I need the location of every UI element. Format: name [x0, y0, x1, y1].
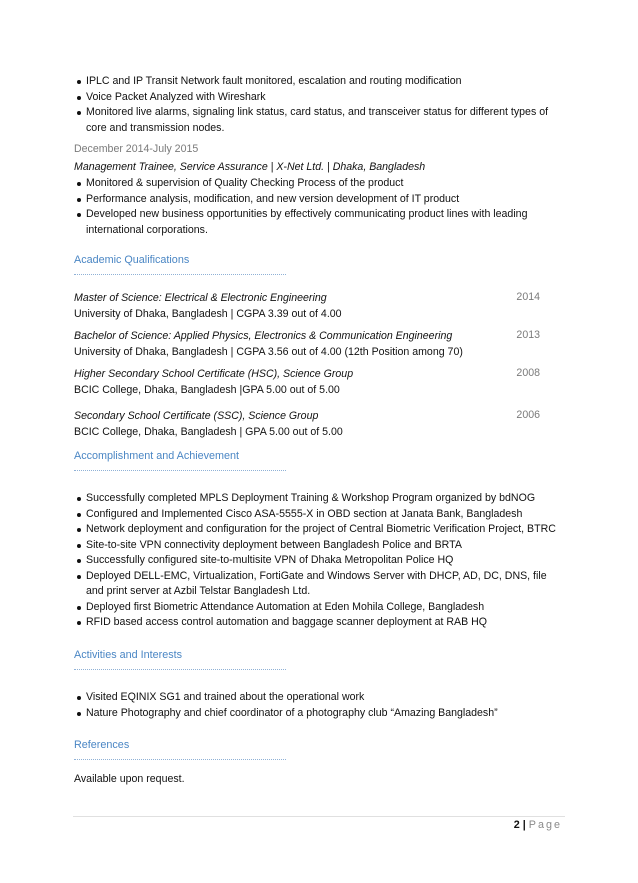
references-text: Available upon request. — [74, 773, 185, 785]
activities-section-header — [74, 648, 286, 670]
dotted-divider — [74, 270, 286, 275]
section-heading: References — [74, 739, 130, 751]
list-item: IPLC and IP Transit Network fault monitored, escalation and routing modification — [74, 74, 554, 90]
list-item: Nature Photography and chief coordinator of a photography club “Amazing Bangladesh” — [74, 706, 564, 722]
list-item: Deployed DELL-EMC, Virtualization, FortiGate and Windows Server with DHCP, AD, DC, DNS, file and print server at Azbil Telstar Bangladesh Ltd. — [74, 569, 564, 600]
footer-divider — [73, 816, 565, 817]
section-heading: Academic Qualifications — [74, 254, 190, 266]
page-number: 2 — [513, 819, 520, 831]
list-item: RFID based access control automation and baggage scanner deployment at RAB HQ — [74, 615, 564, 631]
degree-year: 2013 — [516, 329, 540, 341]
section-heading: Activities and Interests — [74, 649, 183, 661]
dotted-divider — [74, 755, 286, 760]
degree-detail: BCIC College, Dhaka, Bangladesh | GPA 5.00 out of 5.00 — [74, 425, 343, 438]
degree-year: 2008 — [516, 367, 540, 379]
list-item: Network deployment and configuration for the project of Central Biometric Verification Project, BTRC — [74, 522, 564, 538]
list-item: Successfully configured site-to-multisite VPN of Dhaka Metropolitan Police HQ — [74, 553, 564, 569]
dotted-divider — [74, 466, 286, 471]
list-item: Developed new business opportunities by effectively communicating product lines with leading international corporations. — [74, 207, 534, 238]
accomplishment-bullet-list — [74, 491, 564, 631]
degree-title: Secondary School Certificate (SSC), Science Group — [74, 410, 319, 422]
degree-detail: BCIC College, Dhaka, Bangladesh |GPA 5.00 out of 5.00 — [74, 383, 340, 396]
list-item: Deployed first Biometric Attendance Automation at Eden Mohila College, Bangladesh — [74, 600, 564, 616]
qualification-item — [74, 329, 540, 360]
degree-year: 2006 — [516, 409, 540, 421]
list-item: Voice Packet Analyzed with Wireshark — [74, 90, 554, 106]
degree-title: Master of Science: Electrical & Electronic Engineering — [74, 292, 327, 304]
qualification-item — [74, 291, 540, 322]
section-heading: Accomplishment and Achievement — [74, 450, 240, 462]
job-period: December 2014-July 2015 — [74, 143, 199, 155]
degree-year: 2014 — [516, 291, 540, 303]
academic-section-header — [74, 253, 286, 275]
degree-detail: University of Dhaka, Bangladesh | CGPA 3.39 out of 4.00 — [74, 307, 342, 320]
footer-separator: | — [522, 819, 526, 831]
accomplishment-section-header — [74, 449, 286, 471]
references-section-header — [74, 738, 286, 760]
list-item: Monitored & supervision of Quality Checking Process of the product — [74, 176, 534, 192]
list-item: Visited EQINIX SG1 and trained about the operational work — [74, 690, 564, 706]
list-item: Monitored live alarms, signaling link status, card status, and transceiver status for different types of core and transmission nodes. — [74, 105, 554, 136]
list-item: Successfully completed MPLS Deployment Training & Workshop Program organized by bdNOG — [74, 491, 564, 507]
list-item: Configured and Implemented Cisco ASA-5555-X in OBD section at Janata Bank, Bangladesh — [74, 507, 564, 523]
page-footer — [514, 819, 562, 831]
qualification-item — [74, 409, 540, 440]
job-bullet-list — [74, 176, 534, 238]
top-bullet-list — [74, 74, 554, 136]
qualification-item — [74, 367, 540, 398]
list-item: Site-to-site VPN connectivity deployment between Bangladesh Police and BRTA — [74, 538, 564, 554]
dotted-divider — [74, 665, 286, 670]
list-item: Performance analysis, modification, and new version development of IT product — [74, 192, 534, 208]
page-label: Page — [528, 819, 562, 831]
degree-title: Bachelor of Science: Applied Physics, Electronics & Communication Engineering — [74, 330, 453, 342]
degree-title: Higher Secondary School Certificate (HSC), Science Group — [74, 368, 354, 380]
degree-detail: University of Dhaka, Bangladesh | CGPA 3.56 out of 4.00 (12th Position among 70) — [74, 345, 463, 358]
job-entry — [74, 142, 554, 238]
activities-bullet-list — [74, 690, 564, 721]
job-title: Management Trainee, Service Assurance | X-Net Ltd. | Dhaka, Bangladesh — [74, 160, 426, 173]
